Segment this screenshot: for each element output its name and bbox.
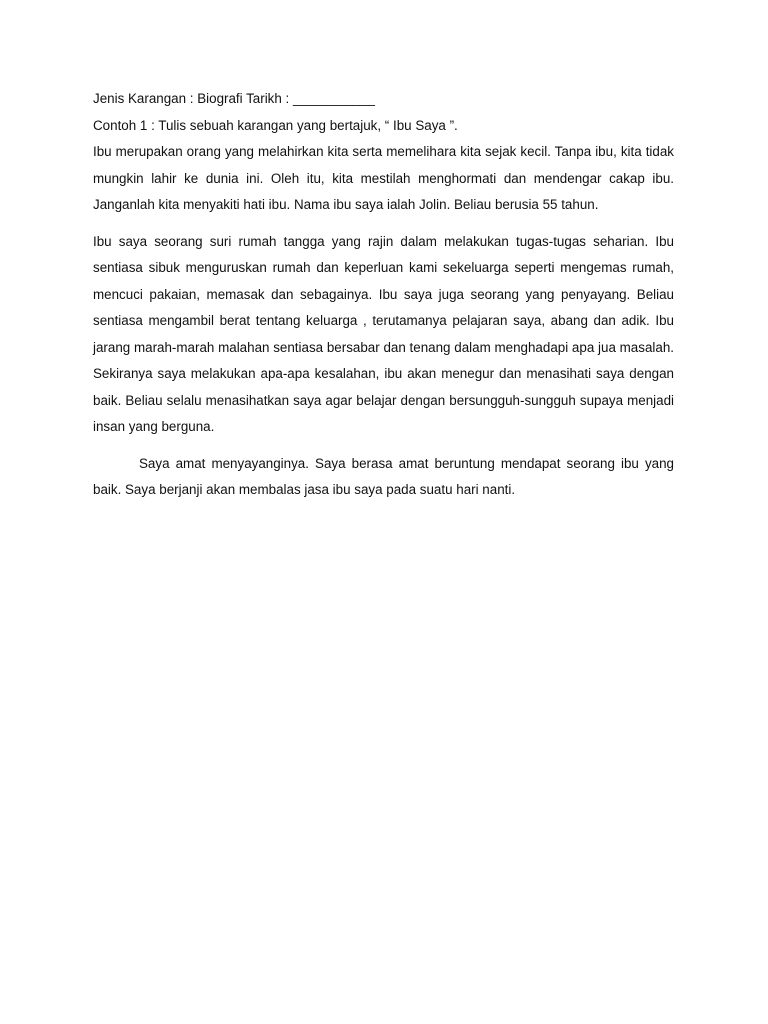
document-body [93, 86, 674, 504]
essay-paragraph-3: Saya amat menyayanginya. Saya berasa amat beruntung mendapat seorang ibu yang baik. Saya berjanji akan membalas jasa ibu saya pada suatu hari nanti. [93, 455, 674, 497]
document-heading-line: Jenis Karangan : Biografi Tarikh : ___________ [93, 91, 375, 106]
example-prompt-line: Contoh 1 : Tulis sebuah karangan yang bertajuk, “ Ibu Saya ”. [93, 117, 458, 133]
essay-paragraph-2: Ibu saya seorang suri rumah tangga yang rajin dalam melakukan tugas-tugas seharian. Ibu sentiasa sibuk menguruskan rumah dan keperluan kami sekeluarga seperti mengemas rumah, mencuci pakaian, memasak dan sebagainya. Ibu saya juga seorang yang penyayang. Beliau sentiasa mengambil berat tentang keluarga , terutamanya pelajaran saya, abang dan adik. Ibu jarang marah-marah malahan sentiasa bersabar dan tenang dalam menghadapi apa jua masalah. Sekiranya saya melakukan apa-apa kesalahan, ibu akan menegur dan menasihati saya dengan baik. Beliau selalu menasihatkan saya agar belajar dengan bersungguh-sungguh supaya menjadi insan yang berguna. [93, 233, 674, 434]
essay-paragraph-1: Ibu merupakan orang yang melahirkan kita serta memelihara kita sejak kecil. Tanpa ibu, kita tidak mungkin lahir ke dunia ini. Oleh itu, kita mestilah menghormati dan mendengar cakap ibu. Janganlah kita menyakiti hati ibu. Nama ibu saya ialah Jolin. Beliau berusia 55 tahun. [93, 144, 674, 212]
